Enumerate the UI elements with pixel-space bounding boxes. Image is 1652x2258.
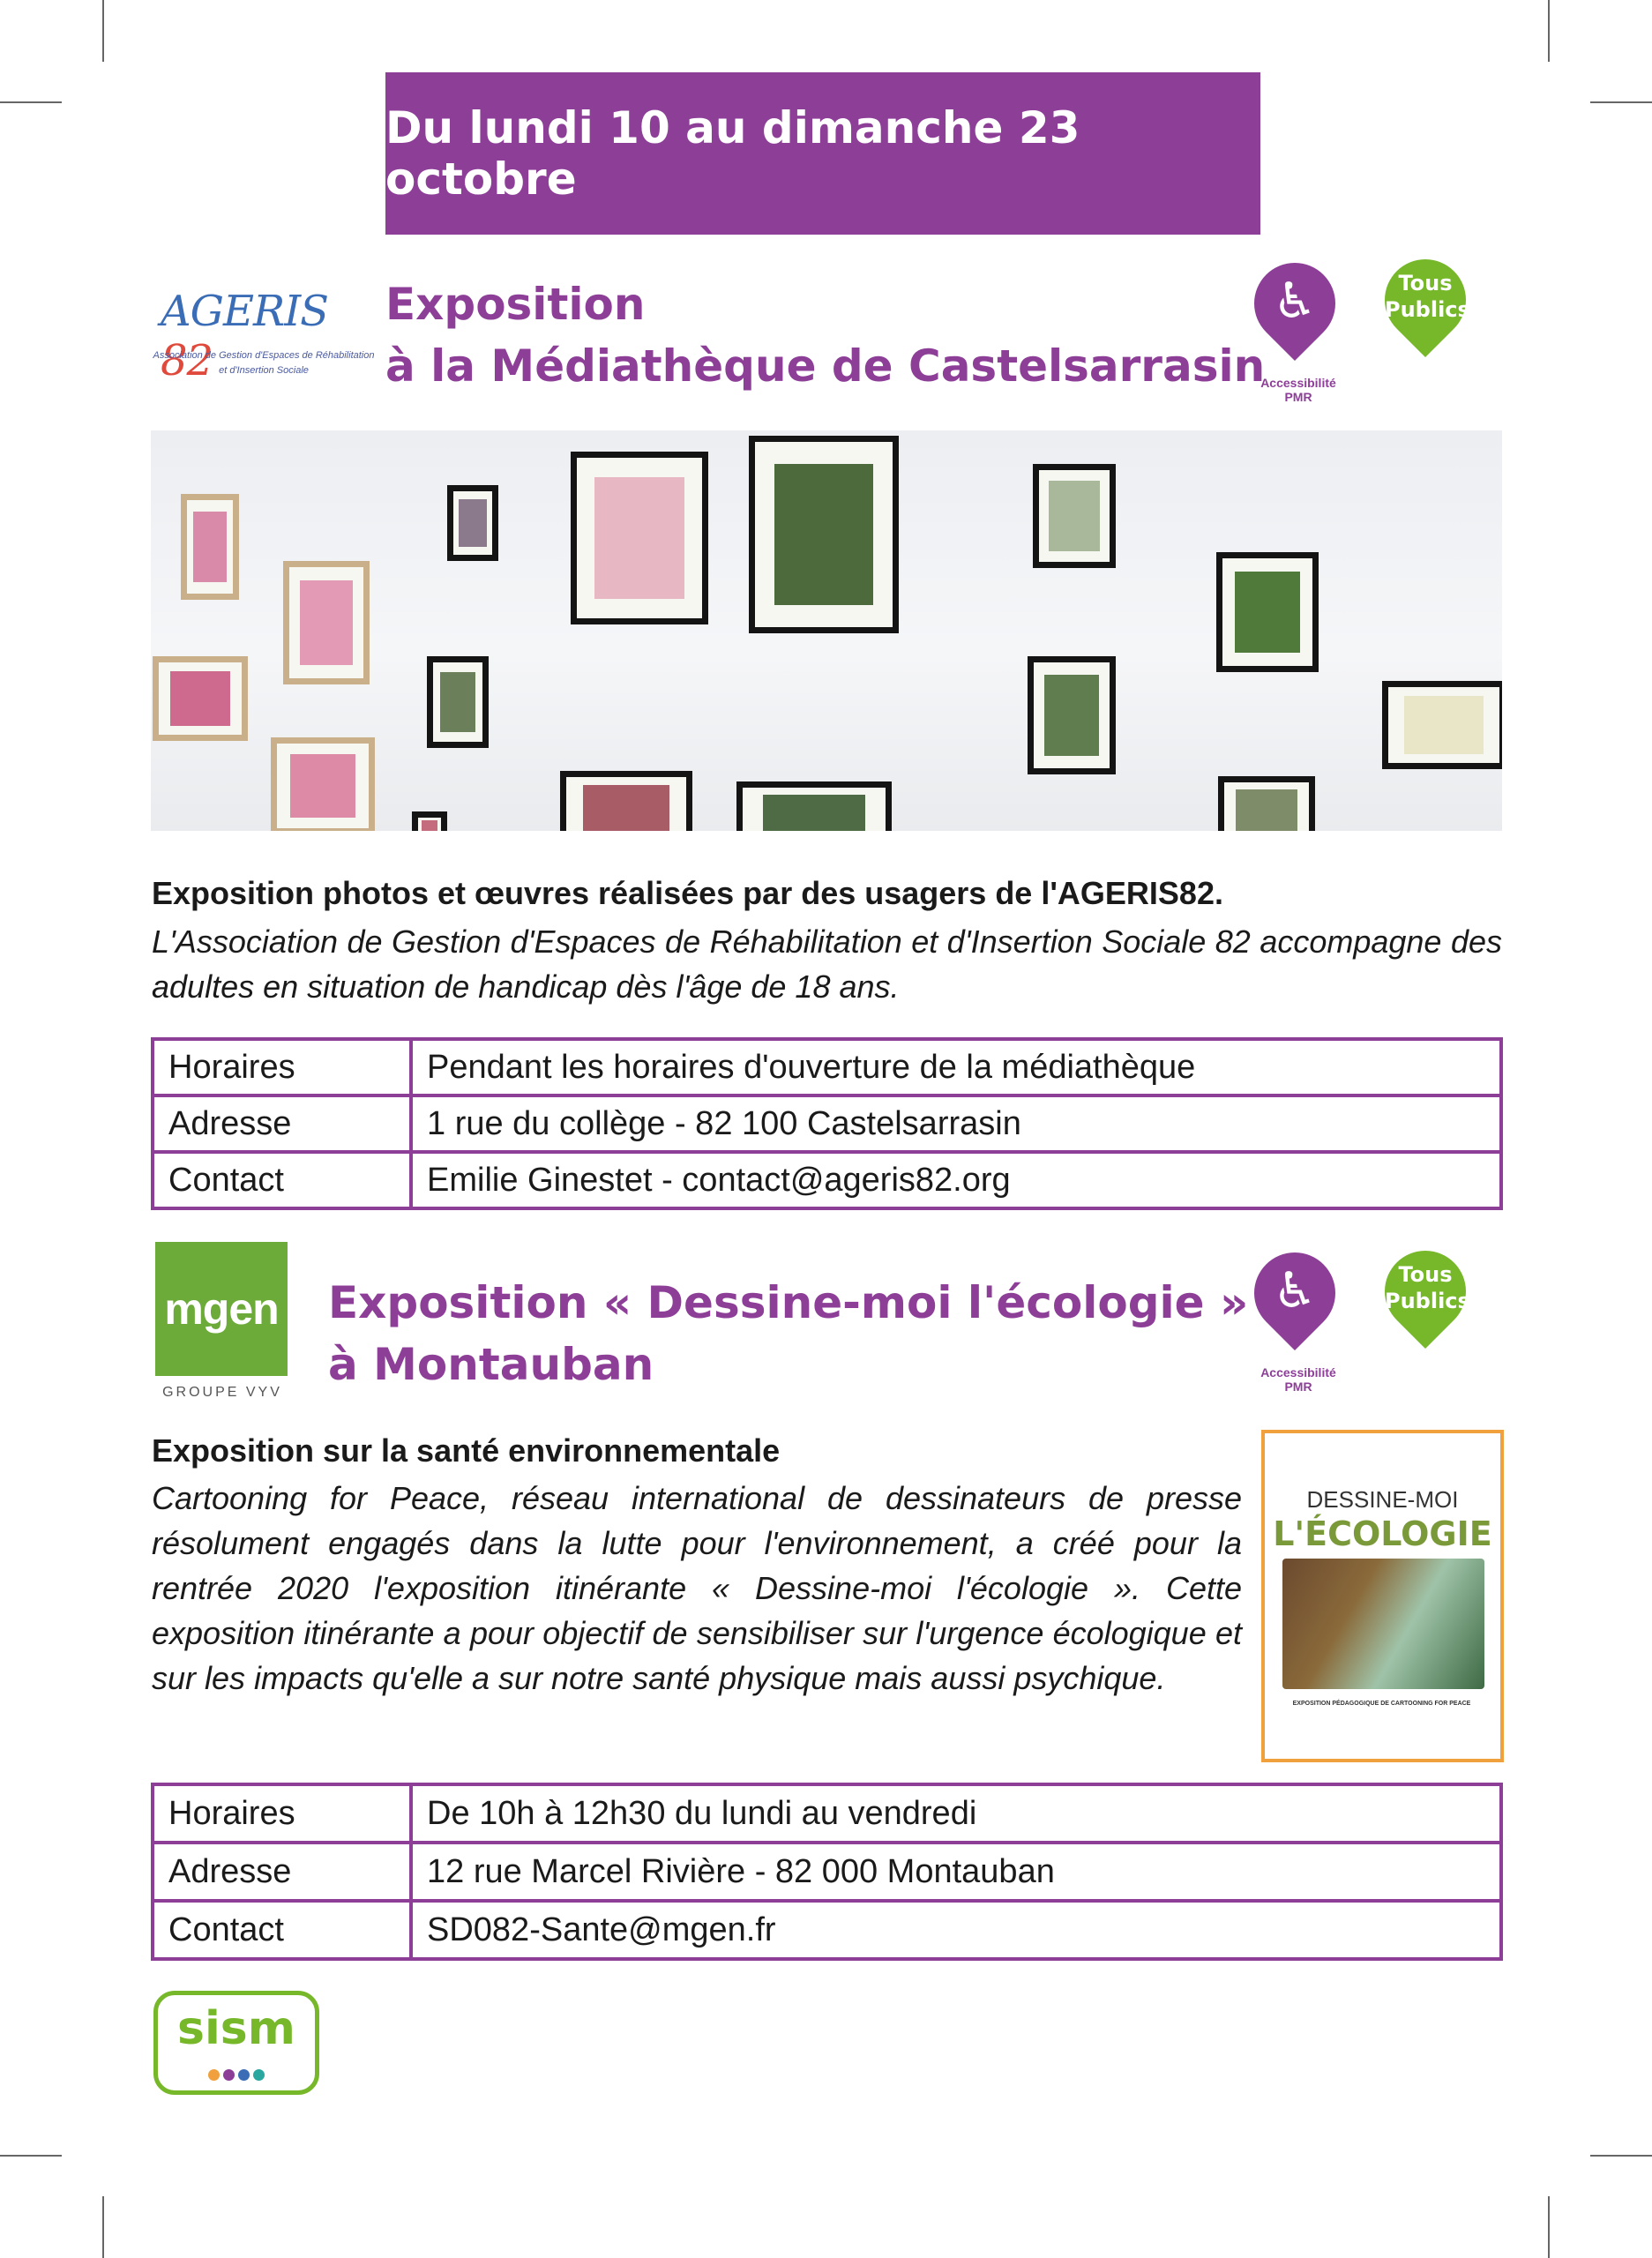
- event1-headline: Exposition photos et œuvres réalisées par des usagers de l'AGERIS82.: [152, 875, 1223, 911]
- event1-description: L'Association de Gestion d'Espaces de Réhabilitation et d'Insertion Sociale 82 accompagne des adultes en situation de handicap dès l'âge de 18 ans.: [152, 923, 1502, 1005]
- picture-frame: [181, 494, 239, 600]
- info-value: 1 rue du collège - 82 100 Castelsarrasin: [411, 1095, 1501, 1152]
- crop-mark: [1590, 101, 1652, 103]
- all-public-line2: Publics: [1385, 297, 1470, 322]
- picture-frame: [1218, 776, 1315, 831]
- sism-logo-dots: [158, 2069, 315, 2085]
- ageris-logo-subtitle: et d'Insertion Sociale: [219, 365, 309, 376]
- ageris-logo: [150, 287, 377, 393]
- ageris-logo-number: 82: [161, 336, 213, 385]
- table-row: [153, 1843, 1501, 1901]
- accessibility-caption: Accessibilité PMR: [1260, 376, 1336, 404]
- event1-title: [385, 273, 1265, 397]
- crop-mark: [1548, 0, 1550, 62]
- poster-illustration: [1282, 1559, 1484, 1689]
- exhibition-photo: [151, 430, 1502, 831]
- all-public-badge: [1385, 1251, 1469, 1374]
- crop-mark: [0, 2155, 62, 2157]
- crop-mark: [102, 2196, 104, 2258]
- poster-title-line2: L'ÉCOLOGIE: [1273, 1514, 1492, 1553]
- mgen-logo: [155, 1242, 289, 1409]
- picture-frame: [1028, 656, 1116, 774]
- accessibility-badge: [1254, 263, 1339, 404]
- picture-frame: [153, 656, 248, 741]
- picture-frame: [447, 485, 498, 561]
- picture-frame: [427, 656, 489, 748]
- all-public-line1: Tous: [1398, 271, 1453, 295]
- crop-mark: [0, 101, 62, 103]
- date-range: Du lundi 10 au dimanche 23 octobre: [385, 102, 1080, 205]
- info-value[interactable]: Emilie Ginestet - contact@ageris82.org: [411, 1152, 1501, 1208]
- ageris-logo-subtitle: Association de Gestion d'Espaces de Réhabilitation: [153, 350, 375, 361]
- event1-title-line2: à la Médiathèque de Castelsarrasin: [385, 340, 1266, 392]
- crop-mark: [1590, 2155, 1652, 2157]
- event2-title-line1: Exposition « Dessine-moi l'écologie »: [328, 1277, 1249, 1328]
- sism-logo-text: sism: [177, 2002, 295, 2055]
- picture-frame: [560, 771, 692, 831]
- exhibition-poster: [1261, 1430, 1504, 1762]
- wheelchair-icon: ♿: [1272, 273, 1318, 330]
- all-public-line1: Tous: [1398, 1262, 1453, 1287]
- sism-logo: [153, 1991, 319, 2095]
- mgen-logo-group: GROUPE VYV: [162, 1385, 282, 1400]
- event2-headline: Exposition sur la santé environnementale: [152, 1432, 781, 1469]
- wheelchair-icon: ♿: [1272, 1262, 1318, 1320]
- table-row: [153, 1095, 1501, 1152]
- table-row: [153, 1901, 1501, 1959]
- table-row: [153, 1152, 1501, 1208]
- picture-frame: [1216, 552, 1319, 672]
- info-label: Contact: [153, 1152, 411, 1208]
- all-public-line2: Publics: [1385, 1289, 1470, 1313]
- poster-caption: EXPOSITION PÉDAGOGIQUE DE CARTOONING FOR PEACE: [1292, 1701, 1471, 1707]
- picture-frame: [736, 781, 892, 831]
- info-value: 12 rue Marcel Rivière - 82 000 Montauban: [411, 1843, 1501, 1901]
- crop-mark: [102, 0, 104, 62]
- picture-frame: [283, 561, 370, 684]
- picture-frame: [1382, 681, 1502, 769]
- event1-title-line1: Exposition: [385, 279, 646, 330]
- info-label: Horaires: [153, 1784, 411, 1843]
- accessibility-caption: Accessibilité PMR: [1260, 1365, 1336, 1394]
- picture-frame: [412, 811, 447, 831]
- accessibility-badge: [1254, 1252, 1339, 1394]
- table-row: [153, 1039, 1501, 1095]
- event2-info-table: [151, 1783, 1503, 1961]
- picture-frame: [571, 452, 708, 624]
- poster-title-line1: DESSINE-MOI: [1306, 1486, 1459, 1513]
- picture-frame: [1033, 464, 1116, 568]
- info-label: Contact: [153, 1901, 411, 1959]
- info-value: Pendant les horaires d'ouverture de la médiathèque: [411, 1039, 1501, 1095]
- ageris-logo-text: AGERIS: [161, 287, 329, 336]
- info-label: Horaires: [153, 1039, 411, 1095]
- info-value: De 10h à 12h30 du lundi au vendredi: [411, 1784, 1501, 1843]
- picture-frame: [749, 436, 899, 633]
- date-banner: [385, 72, 1260, 235]
- table-row: [153, 1784, 1501, 1843]
- info-label: Adresse: [153, 1843, 411, 1901]
- picture-frame: [271, 737, 375, 831]
- info-label: Adresse: [153, 1095, 411, 1152]
- mgen-logo-text: mgen: [155, 1242, 288, 1376]
- info-value[interactable]: SD082-Sante@mgen.fr: [411, 1901, 1501, 1959]
- event2-description: Cartooning for Peace, réseau international de dessinateurs de presse résolument engagés dans la lutte pour l'environnement, a créé pour la rentrée 2020 l'exposition itinérante « Dessine-moi l'écologie ». Cette exposition itinérante a pour objectif de sensibiliser sur l'urgence écologique et sur les impacts qu'elle a sur notre santé physique mais aussi psychique.: [152, 1480, 1242, 1696]
- event2-title: [328, 1272, 1248, 1395]
- event1-info-table: [151, 1037, 1503, 1210]
- crop-mark: [1548, 2196, 1550, 2258]
- event2-title-line2: à Montauban: [328, 1339, 654, 1390]
- all-public-badge: [1385, 259, 1469, 383]
